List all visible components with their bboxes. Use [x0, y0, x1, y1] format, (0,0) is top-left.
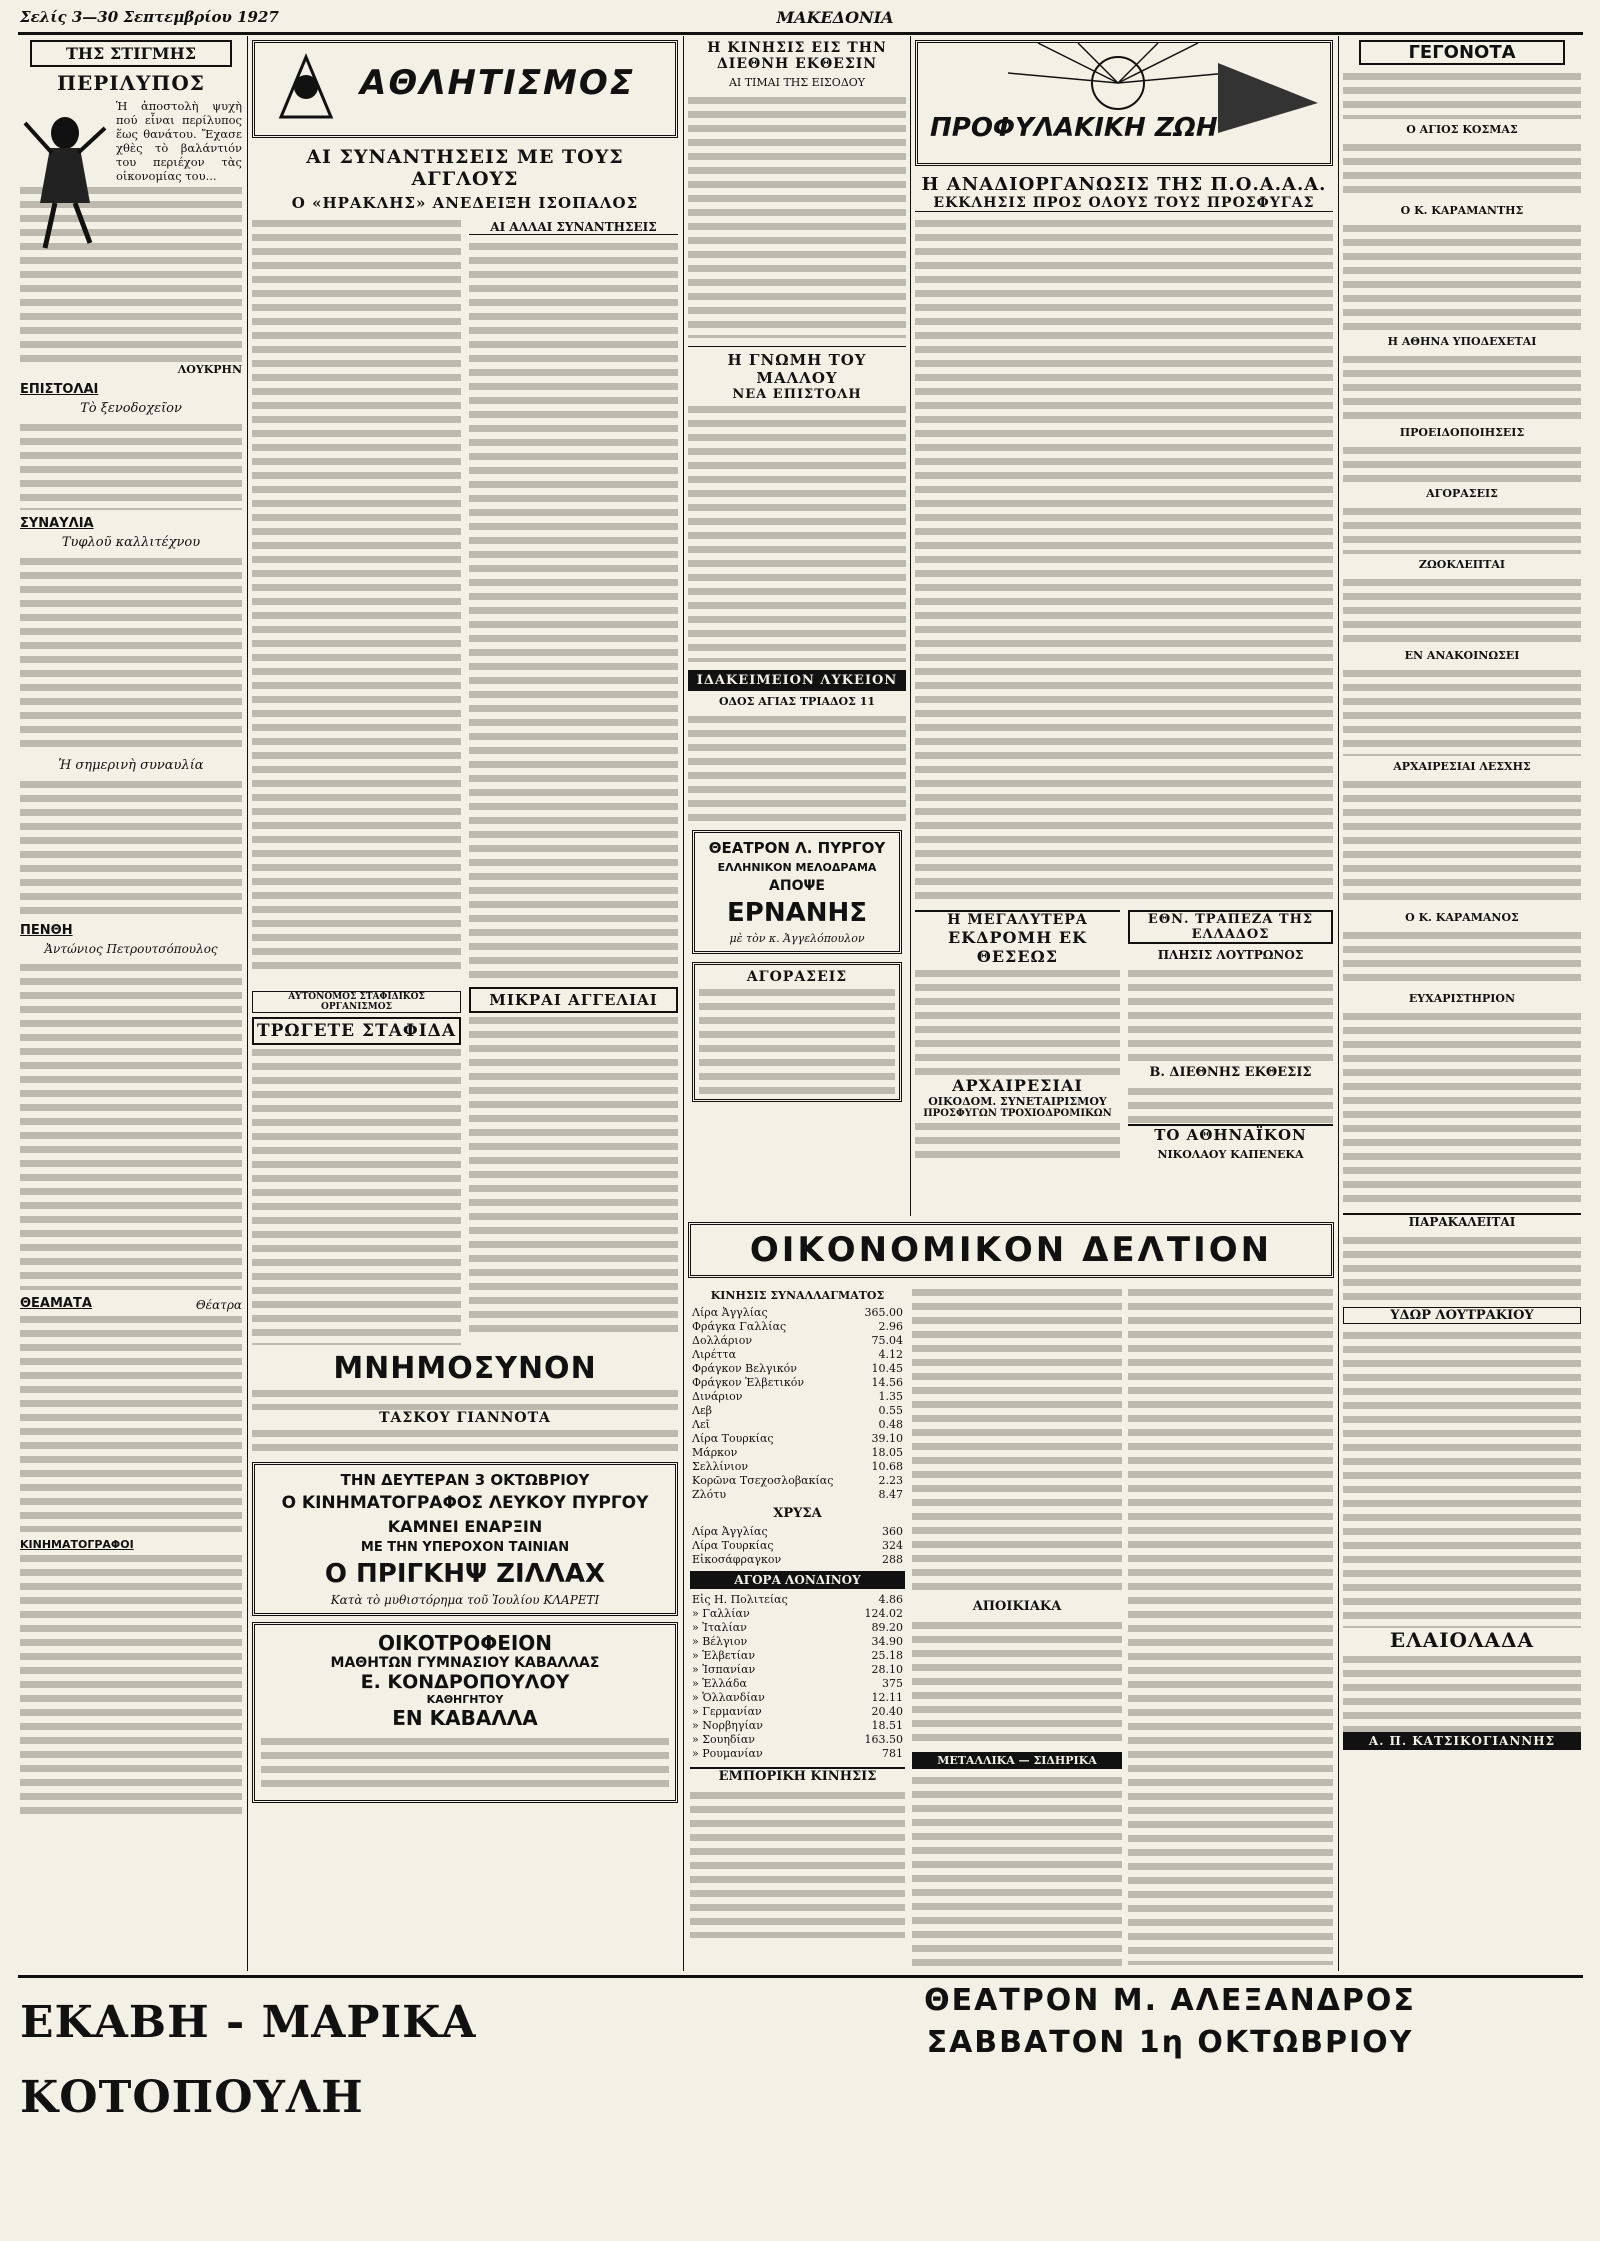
cinema-ad: [252, 1462, 678, 1616]
article-subtitle: Ο «ΗΡΑΚΛΗΣ» ΑΝΕΔΕΙΞΗ ΙΣΟΠΑΛΟΣ: [291, 194, 639, 212]
theatre-type: ΕΛΛΗΝΙΚΟΝ ΜΕΛΟΔΡΑΜΑ: [717, 861, 877, 874]
article-intro: Ἡ ἀποστολὴ ψυχὴ πού εἶναι περίλυπος ἕως θανάτου. Ἔχασε χθὲς τὸ βαλάντιόν του περιέχον τὰς οἰκονομίας του...: [116, 99, 242, 183]
filler: [1343, 1009, 1581, 1209]
theatre-cast: μὲ τὸν κ. Ἀγγελόπουλον: [729, 932, 865, 945]
economy-banner: [688, 1222, 1334, 1278]
filler: [1343, 666, 1581, 756]
section-theamata: ΘΕΑΜΑΤΑ: [20, 1296, 92, 1311]
article-subtitle: ΕΚΚΛΗΣΙΣ ΠΡΟΣ ΟΛΟΥΣ ΤΟΥΣ ΠΡΟΣΦΥΓΑΣ: [915, 195, 1333, 212]
table-row: [690, 1348, 905, 1362]
filler: [915, 966, 1120, 1076]
agora-heading: ΑΓΟΡΑ ΛΟΝΔΙΝΟΥ: [690, 1571, 905, 1589]
article-col-a: [252, 216, 461, 976]
ekdromi-title-1: Η ΜΕΓΑΛΥΤΕΡΑ: [915, 910, 1120, 928]
currency-name: » Ἰσπανίαν: [692, 1663, 756, 1676]
col-rule-2: [683, 36, 684, 1971]
currency-value: 39.10: [871, 1432, 903, 1445]
filler: [20, 554, 242, 754]
economy-col-b: [912, 1285, 1122, 1970]
currency-value: 10.68: [871, 1460, 903, 1473]
table-row: [690, 1663, 905, 1677]
filler: [469, 1013, 678, 1333]
filler: [20, 1312, 242, 1532]
currency-name: Λίρα Τουρκίας: [692, 1432, 774, 1445]
filler: [912, 1285, 1122, 1595]
filler: [915, 216, 1333, 906]
filler: [1343, 504, 1581, 554]
currency-name: Λιρέττα: [692, 1348, 737, 1361]
oikotrofeion-ad: [252, 1622, 678, 1803]
table-row: [690, 1747, 905, 1761]
karamantis-heading: Ο Κ. ΚΑΡΑΜΑΝΤΗΣ: [1400, 204, 1524, 217]
theatre-ad: [692, 830, 902, 954]
zooklepteis-heading: ΖΩΟΚΛΕΠΤΑΙ: [1418, 558, 1506, 571]
theatre-name: ΘΕΑΤΡΟΝ Λ. ΠΥΡΓΟΥ: [708, 839, 886, 857]
column-box-title: ΤΗΣ ΣΤΙΓΜΗΣ: [30, 40, 232, 67]
profyliki-title: ΠΡΟΦΥΛΑΚΙΚΗ ΖΩΗ: [930, 113, 1218, 143]
gold-table: [690, 1525, 905, 1567]
column-4: [915, 40, 1333, 1215]
ekdromi-col: [915, 910, 1120, 1165]
apoikiaka-heading: ΑΠΟΙΚΙΑΚΑ: [972, 1599, 1062, 1614]
filler: [20, 420, 242, 510]
arxairesiai-heading: ΑΡΧΑΙΡΕΣΙΑΙ ΛΕΣΧΗΣ: [1393, 760, 1531, 773]
synaylia-sub: Τυφλοῦ καλλιτέχνου: [61, 535, 201, 550]
column-box-title: ΓΕΓΟΝΟΤΑ: [1359, 40, 1565, 65]
ads-row-4: [915, 910, 1333, 1165]
currency-name: » Σουηδίαν: [692, 1733, 755, 1746]
filler: [1343, 352, 1581, 422]
arxairesiai-sub: ΟΙΚΟΔΟΜ. ΣΥΝΕΤΑΙΡΙΣΜΟΥ: [928, 1095, 1107, 1108]
elaiolada-name: Α. Π. ΚΑΤΣΙΚΟΓΙΑΝΝΗΣ: [1343, 1732, 1581, 1750]
currency-value: 0.48: [878, 1418, 903, 1431]
filler: [915, 1119, 1120, 1159]
cinema-novel: Κατὰ τὸ μυθιστόρημα τοῦ Ἰουλίου ΚΛΑΡΕΤΙ: [330, 1593, 600, 1607]
currency-name: Λεβ: [692, 1404, 713, 1417]
london-table: [690, 1593, 905, 1761]
table-row: [690, 1705, 905, 1719]
currency-value: 324: [882, 1539, 903, 1552]
currency-name: Φράγκα Γαλλίας: [692, 1320, 787, 1333]
table-row: [690, 1306, 905, 1320]
oikotrofeion-title: ΟΙΚΟΤΡΟΦΕΙΟΝ: [377, 1631, 553, 1655]
currency-name: Λεῖ: [692, 1418, 710, 1431]
section-synaylia: ΣΥΝΑΥΛΙΑ: [20, 516, 94, 531]
currency-value: 12.11: [871, 1691, 903, 1704]
filler: [469, 239, 678, 981]
mikrai-title: ΜΙΚΡΑΙ ΑΓΓΕΛΙΑΙ: [469, 987, 678, 1013]
filler: [1343, 221, 1581, 331]
currency-value: 360: [882, 1525, 903, 1538]
currency-value: 0.55: [878, 1404, 903, 1417]
page-date: Σελίς 3—30 Σεπτεμβρίου 1927: [20, 8, 279, 26]
section-penthi: ΠΕΝΘΗ: [20, 923, 73, 938]
xenodoxeion-heading: Τὸ ξενοδοχεῖον: [80, 401, 182, 416]
ekdromi-title-2: ΕΚΔΡΟΜΗ ΕΚ ΘΕΣΕΩΣ: [948, 928, 1087, 966]
currency-name: » Ἰταλίαν: [692, 1621, 747, 1634]
table-row: [690, 1733, 905, 1747]
table-row: [690, 1553, 905, 1567]
column-3: [688, 40, 906, 1215]
filler: [1343, 69, 1581, 119]
currency-name: Εἰκοσάφραγκον: [692, 1553, 782, 1566]
currency-value: 18.05: [871, 1446, 903, 1459]
filler: [20, 777, 242, 917]
economy-col-c: [1128, 1285, 1333, 1970]
athlitismos-banner: [252, 40, 678, 138]
table-row: [690, 1432, 905, 1446]
oikotrofeion-role: ΚΑΘΗΓΗΤΟΥ: [426, 1693, 504, 1706]
currency-name: Εἰς Η. Πολιτείας: [692, 1593, 788, 1606]
agoraseis-heading: ΑΓΟΡΑΣΕΙΣ: [1426, 487, 1498, 500]
athlete-icon: [261, 47, 351, 127]
currency-name: Σελλίνιον: [692, 1460, 749, 1473]
table-row: [690, 1607, 905, 1621]
table-row: [690, 1474, 905, 1488]
anakoinoseis-heading: ΕΝ ΑΝΑΚΟΙΝΩΣΕΙ: [1404, 649, 1520, 662]
filler: [252, 1426, 678, 1456]
theatre-play: ΕΡΝΑΝΗΣ: [727, 898, 867, 928]
currency-value: 1.35: [878, 1390, 903, 1403]
filler: [20, 1551, 242, 1821]
currency-value: 781: [882, 1747, 903, 1760]
mnimosynon-name: ΤΑΣΚΟΥ ΓΙΑΝΝΟΤΑ: [379, 1410, 551, 1426]
table-row: [690, 1677, 905, 1691]
profyliki-banner: [915, 40, 1333, 166]
proeidopoiiseis-heading: ΠΡΟΕΙΔΟΠΟΙΗΣΕΙΣ: [1399, 426, 1525, 439]
currency-name: Λίρα Τουρκίας: [692, 1539, 774, 1552]
currency-name: » Βέλγιον: [692, 1635, 748, 1648]
ads-row: [252, 987, 678, 1345]
athinaikon-title: ΤΟ ΑΘΗΝΑΪΚΟΝ: [1128, 1124, 1333, 1144]
filler: [688, 402, 906, 662]
currency-value: 2.96: [878, 1320, 903, 1333]
metallika-heading: ΜΕΤΑΛΛΙΚΑ — ΣΙΔΗΡΙΚΑ: [912, 1752, 1122, 1769]
filler: [1343, 928, 1581, 988]
other-games-heading: ΑΙ ΑΛΛΑΙ ΣΥΝΑΝΤΗΣΕΙΣ: [469, 220, 678, 235]
table-row: [690, 1362, 905, 1376]
ydor-heading: ΥΔΩΡ ΛΟΥΤΡΑΚΙΟΥ: [1343, 1307, 1581, 1324]
arxairesiai-title: ΑΡΧΑΙΡΕΣΙΑΙ: [952, 1076, 1083, 1095]
stafida-title: ΤΡΩΓΕΤΕ ΣΤΑΦΙΔΑ: [252, 1017, 461, 1045]
currency-value: 75.04: [871, 1334, 903, 1347]
filler: [688, 93, 906, 338]
agoraseis-title: ΑΓΟΡΑΣΕΙΣ: [746, 969, 848, 985]
table-row: [690, 1320, 905, 1334]
column-2: [252, 40, 678, 1970]
table-row: [690, 1691, 905, 1705]
filler: [912, 1773, 1122, 1973]
lykeion-title: ΙΔΑΚΕΙΜΕΙΟΝ ΛΥΚΕΙΟΝ: [688, 670, 906, 691]
filler: [1343, 140, 1581, 200]
lykeion-sub: ΟΔΟΣ ΑΓΙΑΣ ΤΡΙΑΔΟΣ 11: [718, 695, 876, 708]
arxairesiai-sub2: ΠΡΟΣΦΥΓΩΝ ΤΡΟΧΙΟΔΡΟΜΙΚΩΝ: [923, 1108, 1112, 1119]
currency-name: Λίρα Ἀγγλίας: [692, 1306, 768, 1319]
dancer-illustration: [20, 103, 110, 253]
filler: [252, 1386, 678, 1410]
currency-value: 20.40: [871, 1705, 903, 1718]
filler: [1128, 1285, 1333, 1965]
newspaper-name: ΜΑΚΕΔΟΝΙΑ: [776, 8, 894, 27]
article-body: [252, 216, 678, 981]
footer-date: ΣΑΒΒΑΤΟΝ 1η ΟΚΤΩΒΡΙΟΥ: [926, 2025, 1414, 2060]
table-row: [690, 1404, 905, 1418]
currency-value: 10.45: [871, 1362, 903, 1375]
economy-col-a: [690, 1285, 905, 1970]
table-row: [690, 1376, 905, 1390]
filler: [1343, 777, 1581, 907]
currency-value: 124.02: [864, 1607, 903, 1620]
footer-rule: [18, 1975, 1583, 1978]
table-row: [690, 1621, 905, 1635]
currency-name: » Ἑλβετίαν: [692, 1649, 756, 1662]
currency-value: 14.56: [871, 1376, 903, 1389]
filler: [1343, 1652, 1581, 1732]
oikotrofeion-place: ΕΝ ΚΑΒΑΛΛΑ: [392, 1706, 538, 1730]
currency-name: » Ὁλλανδίαν: [692, 1691, 765, 1704]
table-row: [690, 1539, 905, 1553]
filler: [1343, 1328, 1581, 1628]
currency-value: 28.10: [871, 1663, 903, 1676]
mnimosynon-title: ΜΝΗΜΟΣΥΝΟΝ: [333, 1351, 597, 1386]
currency-name: Κορῶνα Τσεχοσλοβακίας: [692, 1474, 834, 1487]
currency-value: 163.50: [864, 1733, 903, 1746]
theatre-tonight: ΑΠΟΨΕ: [769, 878, 825, 894]
currency-value: 365.00: [864, 1306, 903, 1319]
article-title: Η ΑΝΑΔΙΟΡΓΑΝΩΣΙΣ ΤΗΣ Π.Ο.Α.Α.Α.: [921, 174, 1327, 195]
table-row: [690, 1525, 905, 1539]
currency-name: » Ἑλλάδα: [692, 1677, 747, 1690]
currency-value: 34.90: [871, 1635, 903, 1648]
col-rule-4: [1338, 36, 1339, 1971]
table-row: [690, 1649, 905, 1663]
currency-name: Φράγκον Ἑλβετικόν: [692, 1376, 805, 1389]
karamanos-heading: Ο Κ. ΚΑΡΑΜΑΝΟΣ: [1405, 911, 1519, 924]
filler: [1343, 575, 1581, 645]
theatra-label: Θέατρα: [195, 1298, 242, 1312]
filler: [912, 1618, 1122, 1748]
filler: [688, 712, 906, 822]
oikotrofeion-name: Ε. ΚΟΝΔΡΟΠΟΥΛΟΥ: [360, 1671, 570, 1693]
currency-name: » Γερμανίαν: [692, 1705, 762, 1718]
cinema-with: ΜΕ ΤΗΝ ΥΠΕΡΟΧΟΝ ΤΑΙΝΙΑΝ: [360, 1540, 570, 1555]
athina-heading: Η ΑΘΗΝΑ ΥΠΟΔΕΧΕΤΑΙ: [1387, 335, 1537, 348]
col-rule-3: [910, 36, 911, 1216]
filler: [1128, 1084, 1333, 1124]
eyxaristirion-heading: ΕΥΧΑΡΙΣΤΗΡΙΟΝ: [1408, 992, 1516, 1005]
trapeza-col: [1128, 910, 1333, 1165]
currency-value: 4.12: [878, 1348, 903, 1361]
filler: [1343, 443, 1581, 483]
diethnis-title: Β. ΔΙΕΘΝΗΣ ΕΚΘΕΣΙΣ: [1149, 1065, 1312, 1080]
footer-theatre: ΘΕΑΤΡΟΝ Μ. ΑΛΕΞΑΝΔΡΟΣ: [924, 1983, 1416, 2018]
currency-name: » Γαλλίαν: [692, 1607, 750, 1620]
filler: [20, 960, 242, 1290]
filler: [699, 985, 895, 1095]
article-col-b: [469, 216, 678, 981]
table-row: [690, 1460, 905, 1474]
article-title: ΑΙ ΣΥΝΑΝΤΗΣΕΙΣ ΜΕ ΤΟΥΣ ΑΓΓΛΟΥΣ: [306, 146, 624, 190]
column-5: [1343, 40, 1581, 1970]
currency-name: » Νορβηγίαν: [692, 1719, 763, 1732]
elaiolada-title: ΕΛΑΙΟΛΑΔΑ: [1389, 1628, 1535, 1652]
section-kinimatografoi: ΚΙΝΗΜΑΤΟΓΡΑΦΟΙ: [20, 1538, 134, 1551]
table-row: [690, 1593, 905, 1607]
table-row: [690, 1334, 905, 1348]
athinaikon-sub: ΝΙΚΟΛΑΟΥ ΚΑΠΕΝΕΚΑ: [1157, 1148, 1304, 1161]
currency-name: Δολλάριον: [692, 1334, 753, 1347]
parakaleitai-heading: ΠΑΡΑΚΑΛΕΙΤΑΙ: [1343, 1213, 1581, 1229]
simerini-heading: Ἡ σημερινὴ συναυλία: [58, 758, 204, 773]
agios-heading: Ο ΑΓΙΟΣ ΚΟΣΜΑΣ: [1406, 123, 1518, 136]
trapeza-title: ΕΘΝ. ΤΡΑΠΕΖΑ ΤΗΣ ΕΛΛΑΔΟΣ: [1128, 910, 1333, 944]
table-row: [690, 1446, 905, 1460]
table-row: [690, 1635, 905, 1649]
filler: [1343, 1233, 1581, 1303]
currency-value: 25.18: [871, 1649, 903, 1662]
oikotrofeion-sub: ΜΑΘΗΤΩΝ ΓΥΜΝΑΣΙΟΥ ΚΑΒΑΛΛΑΣ: [330, 1655, 600, 1671]
table-row: [690, 1719, 905, 1733]
currency-value: 375: [882, 1677, 903, 1690]
cinema-name: Ο ΚΙΝΗΜΑΤΟΓΡΑΦΟΣ ΛΕΥΚΟΥ ΠΥΡΓΟΥ: [281, 1493, 649, 1513]
currency-name: Ζλότυ: [692, 1488, 727, 1501]
athlitismos-title: ΑΘΛΗΤΙΣΜΟΣ: [360, 63, 636, 103]
economy-title: ΟΙΚΟΝΟΜΙΚΟΝ ΔΕΛΤΙΟΝ: [749, 1230, 1273, 1270]
article-title: Η ΚΙΝΗΣΙΣ ΕΙΣ ΤΗΝ ΔΙΕΘΝΗ ΕΚΘΕΣΙΝ: [707, 40, 887, 72]
currency-value: 2.23: [878, 1474, 903, 1487]
cinema-film: Ο ΠΡΙΓΚΗΨ ΖΙΛΛΑΧ: [324, 1559, 606, 1589]
table-row: [690, 1488, 905, 1502]
agoraseis-ad: [692, 962, 902, 1102]
article-title: ΠΕΡΙΛΥΠΟΣ: [57, 71, 205, 95]
currency-value: 4.86: [878, 1593, 903, 1606]
stafida-org: ΑΥΤΟΝΟΜΟΣ ΣΤΑΦΙΔΙΚΟΣ ΟΡΓΑΝΙΣΜΟΣ: [252, 991, 461, 1013]
currency-name: Δινάριον: [692, 1390, 743, 1403]
masthead-rule: [18, 32, 1583, 35]
table-row: [690, 1390, 905, 1404]
filler: [690, 1788, 905, 1938]
article-subtitle: ΑΙ ΤΙΜΑΙ ΤΗΣ ΕΙΣΟΔΟΥ: [728, 76, 866, 89]
filler: [261, 1734, 669, 1794]
penthi-sub: Ἀντώνιος Πετρουτσόπουλος: [44, 942, 218, 956]
currency-value: 18.51: [871, 1719, 903, 1732]
stafida-ad: [252, 987, 461, 1345]
footer-ekavi: ΕΚΑΒΗ - ΜΑΡΙΚΑ ΚΟΤΟΠΟΥΛΗ: [20, 1997, 477, 2123]
currency-value: 8.47: [878, 1488, 903, 1501]
col-rule-1: [247, 36, 248, 1971]
exchange-rates-table: [690, 1306, 905, 1502]
emporiki-heading: ΕΜΠΟΡΙΚΗ ΚΙΝΗΣΙΣ: [690, 1767, 905, 1784]
cinema-day: ΤΗΝ ΔΕΥΤΕΡΑΝ 3 ΟΚΤΩΒΡΙΟΥ: [340, 1471, 590, 1489]
currency-name: Μάρκον: [692, 1446, 738, 1459]
chrysa-heading: ΧΡΥΣΑ: [773, 1506, 822, 1521]
section-epistolai: ΕΠΙΣΤΟΛΑΙ: [20, 382, 99, 397]
gnomi-title: Η ΓΝΩΜΗ ΤΟΥ ΜΑΛΛΟΥ: [688, 346, 906, 387]
kinisis-heading: ΚΙΝΗΣΙΣ ΣΥΝΑΛΛΑΓΜΑΤΟΣ: [710, 1289, 885, 1302]
currency-name: » Ρουμανίαν: [692, 1747, 763, 1760]
column-1: [20, 40, 242, 1970]
article-signature: ΛΟΥΚΡΗΝ: [177, 363, 242, 376]
currency-value: 89.20: [871, 1621, 903, 1634]
currency-value: 288: [882, 1553, 903, 1566]
plisis-title: ΠΛΗΣΙΣ ΛΟΥΤΡΩΝΟΣ: [1157, 948, 1304, 962]
currency-name: Λίρα Ἀγγλίας: [692, 1525, 768, 1538]
mikrai-aggeliai: [469, 987, 678, 1345]
cinema-open: ΚΑΜΝΕΙ ΕΝΑΡΞΙΝ: [387, 1517, 543, 1536]
filler: [1128, 966, 1333, 1061]
table-row: [690, 1418, 905, 1432]
currency-name: Φράγκον Βελγικόν: [692, 1362, 797, 1375]
filler: [252, 1045, 461, 1345]
nea-title: ΝΕΑ ΕΠΙΣΤΟΛΗ: [732, 387, 862, 402]
